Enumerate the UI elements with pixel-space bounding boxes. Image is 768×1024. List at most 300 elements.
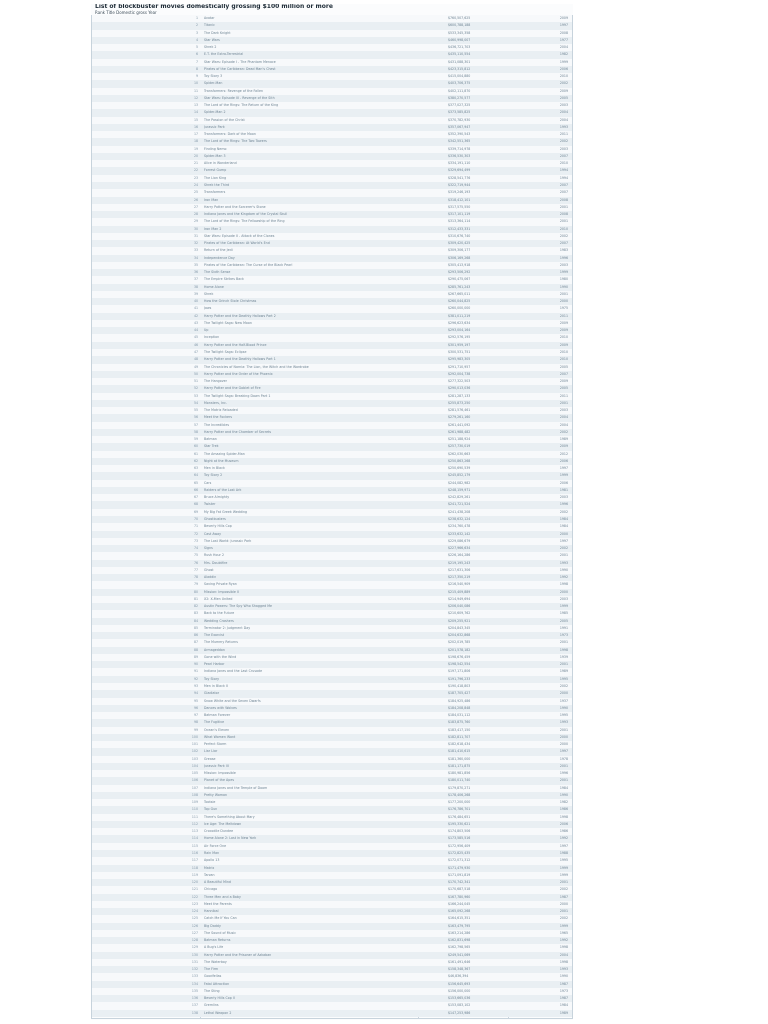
gross-cell: $312,433,331 bbox=[448, 226, 471, 231]
rank-cell: 48 bbox=[193, 357, 198, 362]
table-row bbox=[92, 923, 572, 930]
year-cell: 2010 bbox=[559, 350, 568, 354]
table-row bbox=[92, 400, 572, 407]
table-row bbox=[92, 262, 572, 269]
rank-cell: 63 bbox=[193, 466, 198, 471]
year-cell: 2010 bbox=[559, 335, 568, 340]
title-cell: Inception bbox=[204, 335, 220, 340]
year-cell: 2001 bbox=[559, 727, 568, 732]
table-row bbox=[92, 51, 572, 58]
table-row bbox=[92, 494, 572, 501]
table-row bbox=[92, 661, 572, 668]
rank-cell: 33 bbox=[193, 248, 198, 253]
year-cell: 2004 bbox=[559, 415, 568, 420]
gross-cell: $173,585,516 bbox=[448, 836, 471, 841]
year-cell: 2002 bbox=[559, 81, 568, 86]
title-cell: Meet the Parents bbox=[204, 901, 232, 906]
title-cell: Planet of the Apes bbox=[204, 778, 235, 783]
table-row bbox=[92, 371, 572, 378]
rank-cell: 47 bbox=[193, 350, 198, 354]
year-cell: 2010 bbox=[559, 74, 568, 79]
year-cell: 2010 bbox=[559, 357, 568, 362]
gross-cell: $257,730,019 bbox=[448, 444, 471, 449]
gross-cell: $147,253,986 bbox=[448, 1010, 471, 1015]
gross-cell: $290,013,036 bbox=[448, 386, 471, 391]
table-row bbox=[92, 109, 572, 116]
rank-cell: 55 bbox=[193, 408, 198, 413]
table-row bbox=[92, 15, 572, 22]
year-cell: 1993 bbox=[559, 560, 568, 565]
title-cell: Apollo 13 bbox=[204, 858, 220, 863]
gross-cell: $292,576,195 bbox=[448, 335, 471, 340]
title-cell: Transformers bbox=[204, 190, 226, 195]
rank-cell: 19 bbox=[193, 146, 198, 151]
year-cell: 2009 bbox=[559, 88, 568, 93]
year-cell: 1992 bbox=[559, 575, 568, 580]
title-cell: Harry Potter and the Chamber of Secrets bbox=[204, 429, 272, 434]
title-cell: Home Alone bbox=[204, 284, 224, 289]
gross-cell: $336,530,303 bbox=[448, 153, 471, 158]
table-row bbox=[92, 298, 572, 305]
table-row bbox=[92, 516, 572, 523]
table-row bbox=[92, 472, 572, 479]
year-cell: 1984 bbox=[559, 785, 568, 790]
rank-cell: 94 bbox=[193, 691, 198, 696]
table-row bbox=[92, 625, 572, 632]
year-cell: 1996 bbox=[559, 771, 568, 776]
gross-cell: $403,706,375 bbox=[448, 81, 471, 86]
year-cell: 2009 bbox=[559, 342, 568, 347]
table-row bbox=[92, 995, 572, 1002]
year-cell: 2005 bbox=[559, 618, 568, 623]
title-cell: The Fugitive bbox=[204, 720, 225, 725]
year-cell: 1987 bbox=[559, 981, 568, 986]
rank-cell: 60 bbox=[193, 444, 198, 449]
table-row bbox=[92, 59, 572, 66]
table-row bbox=[92, 676, 572, 683]
year-cell: 1994 bbox=[559, 175, 568, 180]
year-cell: 1975 bbox=[559, 306, 568, 311]
table-row bbox=[92, 828, 572, 835]
table-row bbox=[92, 487, 572, 494]
title-cell: Alice in Wonderland bbox=[204, 161, 237, 166]
table-row bbox=[92, 378, 572, 385]
table-row bbox=[92, 146, 572, 153]
rank-cell: 58 bbox=[193, 429, 198, 434]
rank-cell: 2 bbox=[195, 23, 198, 28]
rank-cell: 124 bbox=[191, 909, 198, 914]
rank-cell: 24 bbox=[193, 183, 198, 187]
table-row bbox=[92, 792, 572, 799]
table-row bbox=[92, 422, 572, 429]
year-cell: 1997 bbox=[559, 538, 568, 543]
rank-cell: 122 bbox=[191, 894, 198, 899]
title-cell: My Big Fat Greek Wedding bbox=[204, 509, 248, 514]
year-cell: 2001 bbox=[559, 553, 568, 558]
table-row bbox=[92, 647, 572, 654]
rank-cell: 107 bbox=[191, 785, 198, 790]
rank-cell: 4 bbox=[195, 37, 198, 42]
gross-cell: $260,044,825 bbox=[448, 299, 471, 304]
rank-cell: 96 bbox=[193, 705, 198, 710]
rank-cell: 29 bbox=[193, 219, 198, 224]
rank-cell: 101 bbox=[191, 742, 198, 747]
year-cell: 1997 bbox=[559, 466, 568, 471]
rank-cell: 114 bbox=[191, 836, 198, 841]
gross-cell: $317,575,550 bbox=[448, 204, 471, 209]
rank-cell: 35 bbox=[193, 262, 198, 267]
table-row bbox=[92, 117, 572, 124]
year-cell: 2009 bbox=[559, 379, 568, 384]
gross-cell: $153,083,102 bbox=[448, 1003, 471, 1008]
title-cell: The Twilight Saga: New Moon bbox=[204, 320, 252, 325]
gross-cell: $292,004,738 bbox=[448, 371, 471, 376]
rank-cell: 75 bbox=[193, 553, 198, 558]
gross-cell: $233,632,142 bbox=[448, 531, 471, 536]
year-cell: 2005 bbox=[559, 95, 568, 100]
year-cell: 1983 bbox=[559, 248, 568, 253]
title-cell: Transformers: Revenge of the Fallen bbox=[204, 88, 264, 93]
year-cell: 2008 bbox=[559, 197, 568, 202]
table-row bbox=[92, 334, 572, 341]
table-row bbox=[92, 668, 572, 675]
year-cell: 2004 bbox=[559, 952, 568, 957]
title-cell: The Twilight Saga: Breaking Dawn Part 1 bbox=[204, 393, 271, 398]
year-cell: 1998 bbox=[559, 814, 568, 819]
table-row bbox=[92, 937, 572, 944]
table-row bbox=[92, 131, 572, 138]
rank-cell: 128 bbox=[191, 938, 198, 943]
table-row bbox=[92, 269, 572, 276]
gross-cell: $183,875,760 bbox=[448, 720, 471, 725]
title-cell: Indiana Jones and the Kingdom of the Crystal Skull bbox=[204, 212, 288, 217]
year-cell: 1986 bbox=[559, 807, 568, 812]
rank-cell: 21 bbox=[193, 161, 198, 166]
table-row bbox=[92, 705, 572, 712]
title-cell: Independence Day bbox=[204, 255, 235, 260]
gross-cell: $171,091,819 bbox=[448, 872, 471, 877]
title-cell: Rush Hour 2 bbox=[204, 553, 225, 558]
year-cell: 2002 bbox=[559, 233, 568, 238]
rank-cell: 41 bbox=[193, 306, 198, 311]
rank-cell: 109 bbox=[191, 800, 198, 805]
year-cell: 1984 bbox=[559, 1003, 568, 1008]
gross-cell: $219,195,243 bbox=[448, 560, 471, 565]
table-row bbox=[92, 414, 572, 421]
title-cell: Jurassic Park III bbox=[204, 763, 229, 768]
table-row bbox=[92, 531, 572, 538]
rank-cell: 15 bbox=[193, 117, 198, 122]
year-cell: 1986 bbox=[559, 829, 568, 834]
year-cell: 1999 bbox=[559, 865, 568, 870]
gross-cell: $290,475,067 bbox=[448, 277, 471, 282]
rank-cell: 25 bbox=[193, 190, 198, 195]
rank-cell: 115 bbox=[191, 843, 198, 848]
table-row bbox=[92, 73, 572, 80]
title-cell: The Hangover bbox=[204, 379, 228, 384]
year-cell: 2007 bbox=[559, 183, 568, 187]
table-row bbox=[92, 320, 572, 327]
year-cell: 1989 bbox=[559, 437, 568, 442]
year-cell: 1998 bbox=[559, 647, 568, 652]
rank-cell: 72 bbox=[193, 531, 198, 536]
table-row bbox=[92, 567, 572, 574]
gross-cell: $176,786,701 bbox=[448, 807, 471, 812]
gross-cell: $255,873,250 bbox=[448, 400, 471, 405]
title-cell: The Waterboy bbox=[204, 959, 227, 964]
title-cell: The Lord of the Rings: The Two Towers bbox=[204, 139, 267, 144]
table-row bbox=[92, 429, 572, 436]
title-cell: Spider-Man 3 bbox=[204, 153, 226, 158]
gross-cell: $460,998,007 bbox=[448, 37, 471, 42]
year-cell: 1987 bbox=[559, 894, 568, 899]
rank-cell: 110 bbox=[191, 807, 198, 812]
title-cell: Gone with the Wind bbox=[204, 654, 237, 659]
rank-cell: 44 bbox=[193, 328, 198, 333]
gross-cell: $183,417,150 bbox=[448, 727, 471, 732]
year-cell: 1995 bbox=[559, 676, 568, 681]
year-cell: 1980 bbox=[559, 277, 568, 282]
year-cell: 2001 bbox=[559, 778, 568, 783]
table-row bbox=[92, 734, 572, 741]
year-cell: 1990 bbox=[559, 974, 568, 979]
table-row bbox=[92, 545, 572, 552]
table-row bbox=[92, 22, 572, 29]
year-cell: 1990 bbox=[559, 284, 568, 289]
title-cell: Twister bbox=[204, 502, 216, 507]
rank-cell: 99 bbox=[193, 727, 198, 732]
title-cell: Wedding Crashers bbox=[204, 618, 234, 623]
title-cell: Lethal Weapon 2 bbox=[204, 1010, 232, 1015]
table-row bbox=[92, 327, 572, 334]
gross-cell: $342,551,365 bbox=[448, 139, 471, 144]
table-row bbox=[92, 799, 572, 806]
gross-cell: $182,618,434 bbox=[448, 742, 471, 747]
table-row bbox=[92, 393, 572, 400]
title-cell: Liar Liar bbox=[204, 749, 218, 754]
title-cell: The Exorcist bbox=[204, 633, 225, 638]
year-cell: 1999 bbox=[559, 604, 568, 609]
gross-cell: $250,863,268 bbox=[448, 458, 471, 463]
gross-cell: $245,852,179 bbox=[448, 473, 471, 478]
table-row bbox=[92, 458, 572, 465]
rank-cell: 18 bbox=[193, 139, 198, 144]
rank-cell: 108 bbox=[191, 792, 198, 797]
rank-cell: 10 bbox=[193, 81, 198, 86]
table-row bbox=[92, 952, 572, 959]
year-cell: 2008 bbox=[559, 30, 568, 35]
gross-cell: $176,484,651 bbox=[448, 814, 471, 819]
rank-cell: 134 bbox=[191, 981, 198, 986]
title-cell: Indiana Jones and the Temple of Doom bbox=[204, 785, 268, 790]
year-cell: 2000 bbox=[559, 299, 568, 304]
rank-cell: 37 bbox=[193, 277, 198, 282]
table-row bbox=[92, 407, 572, 414]
gross-cell: $198,542,554 bbox=[448, 662, 471, 667]
gross-cell: $250,690,539 bbox=[448, 466, 471, 471]
year-cell: 1965 bbox=[559, 930, 568, 935]
rank-cell: 100 bbox=[191, 734, 198, 739]
title-cell: Air Force One bbox=[204, 843, 227, 848]
gross-cell: $279,261,160 bbox=[448, 415, 471, 420]
gross-cell: $217,631,306 bbox=[448, 567, 471, 572]
gross-cell: $238,632,124 bbox=[448, 517, 471, 521]
year-cell: 1977 bbox=[559, 37, 568, 42]
gross-cell: $164,615,351 bbox=[448, 916, 471, 921]
year-cell: 1937 bbox=[559, 698, 568, 703]
gross-cell: $172,071,312 bbox=[448, 858, 471, 863]
rank-cell: 56 bbox=[193, 415, 198, 420]
gross-cell: $300,531,751 bbox=[448, 350, 471, 354]
rank-cell: 79 bbox=[193, 582, 198, 587]
year-cell: 2007 bbox=[559, 371, 568, 376]
rank-cell: 135 bbox=[191, 988, 198, 993]
gross-cell: $260,000,000 bbox=[448, 306, 471, 311]
table-row bbox=[92, 204, 572, 211]
table-row bbox=[92, 501, 572, 508]
gross-cell: $380,270,577 bbox=[448, 95, 471, 100]
rank-cell: 136 bbox=[191, 996, 198, 1001]
title-cell: Harry Potter and the Half-Blood Prince bbox=[204, 342, 267, 347]
table-row bbox=[92, 102, 572, 109]
table-row bbox=[92, 364, 572, 371]
gross-cell: $174,803,506 bbox=[448, 829, 471, 834]
gross-cell: $162,798,565 bbox=[448, 945, 471, 950]
gross-cell: $167,780,960 bbox=[448, 894, 471, 899]
title-cell: Star Trek bbox=[204, 444, 219, 449]
table-row bbox=[92, 30, 572, 37]
table-row bbox=[92, 291, 572, 298]
year-cell: 2001 bbox=[559, 909, 568, 914]
gross-cell: $381,011,219 bbox=[448, 313, 471, 318]
rank-cell: 120 bbox=[191, 880, 198, 885]
title-cell: Dances with Wolves bbox=[204, 705, 237, 710]
title-cell: How the Grinch Stole Christmas bbox=[204, 299, 257, 304]
title-cell: Star Wars: Episode III - Revenge of the Sith bbox=[204, 95, 275, 100]
table-row bbox=[92, 66, 572, 73]
table-row bbox=[92, 806, 572, 813]
gross-cell: $296,623,634 bbox=[448, 320, 471, 325]
rank-cell: 46 bbox=[193, 342, 198, 347]
table-row bbox=[92, 683, 572, 690]
title-cell: Gremlins bbox=[204, 1003, 219, 1008]
title-cell: The Amazing Spider-Man bbox=[204, 451, 245, 456]
rank-cell: 62 bbox=[193, 458, 198, 463]
rank-cell: 129 bbox=[191, 945, 198, 950]
title-cell: The Lion King bbox=[204, 175, 227, 180]
title-cell: Batman bbox=[204, 437, 217, 442]
year-cell: 2002 bbox=[559, 546, 568, 551]
gross-cell: $329,694,499 bbox=[448, 168, 471, 173]
title-cell: Gladiator bbox=[204, 691, 220, 696]
title-cell: E.T. the Extra-Terrestrial bbox=[204, 52, 244, 57]
table-row bbox=[92, 247, 572, 254]
year-cell: 1992 bbox=[559, 938, 568, 943]
gross-cell: $317,101,119 bbox=[448, 212, 471, 217]
year-cell: 2003 bbox=[559, 408, 568, 413]
table-row bbox=[92, 603, 572, 610]
title-cell: Mrs. Doubtfire bbox=[204, 560, 228, 565]
gross-cell: $334,191,110 bbox=[448, 161, 471, 166]
year-cell: 1989 bbox=[559, 669, 568, 674]
table-row bbox=[92, 639, 572, 646]
gross-cell: $210,609,762 bbox=[448, 611, 471, 616]
table-caption: Rank Title Domestic gross Year bbox=[95, 10, 157, 15]
gross-cell: $190,418,803 bbox=[448, 684, 471, 688]
title-cell: Top Gun bbox=[204, 807, 218, 812]
gross-cell: $201,578,182 bbox=[448, 647, 471, 652]
rank-cell: 43 bbox=[193, 320, 198, 325]
gross-cell: $277,322,503 bbox=[448, 379, 471, 384]
title-cell: Pearl Harbor bbox=[204, 662, 225, 667]
table-row bbox=[92, 1010, 572, 1017]
rank-cell: 85 bbox=[193, 625, 198, 630]
rank-cell: 17 bbox=[193, 132, 198, 137]
rank-cell: 57 bbox=[193, 422, 198, 427]
gross-cell: $313,364,114 bbox=[448, 219, 471, 224]
rank-cell: 12 bbox=[193, 95, 198, 100]
gross-cell: $262,030,663 bbox=[448, 451, 471, 456]
title-cell: Harry Potter and the Goblet of Fire bbox=[204, 386, 261, 391]
year-cell: 1993 bbox=[559, 124, 568, 129]
gross-cell: $158,348,367 bbox=[448, 967, 471, 972]
year-cell: 2009 bbox=[559, 16, 568, 20]
gross-cell: $216,540,909 bbox=[448, 582, 471, 587]
rank-cell: 40 bbox=[193, 299, 198, 304]
year-cell: 1999 bbox=[559, 872, 568, 877]
year-cell: 2005 bbox=[559, 364, 568, 369]
gross-cell: $251,188,924 bbox=[448, 437, 471, 442]
gross-cell: $46,836,394 bbox=[448, 974, 469, 979]
title-cell: Indiana Jones and the Last Crusade bbox=[204, 669, 263, 674]
table-row bbox=[92, 574, 572, 581]
year-cell: 1999 bbox=[559, 473, 568, 478]
gross-cell: $217,350,219 bbox=[448, 575, 471, 580]
year-cell: 1995 bbox=[559, 713, 568, 718]
rank-cell: 104 bbox=[191, 763, 198, 768]
gross-cell: $241,721,524 bbox=[448, 502, 471, 507]
gross-cell: $197,171,806 bbox=[448, 669, 471, 674]
title-cell: The Dark Knight bbox=[204, 30, 231, 35]
rank-cell: 125 bbox=[191, 916, 198, 921]
rank-cell: 14 bbox=[193, 110, 198, 115]
table-row bbox=[92, 589, 572, 596]
rank-cell: 28 bbox=[193, 212, 198, 217]
title-cell: Shrek the Third bbox=[204, 183, 230, 187]
year-cell: 1987 bbox=[559, 996, 568, 1001]
year-cell: 2002 bbox=[559, 887, 568, 892]
table-row bbox=[92, 741, 572, 748]
table-row bbox=[92, 973, 572, 980]
rank-cell: 22 bbox=[193, 168, 198, 173]
title-cell: Matrix bbox=[204, 865, 215, 870]
rank-cell: 138 bbox=[191, 1010, 198, 1015]
year-cell: 2006 bbox=[559, 480, 568, 485]
year-cell: 1998 bbox=[559, 582, 568, 587]
table-row bbox=[92, 712, 572, 719]
year-cell: 1990 bbox=[559, 705, 568, 710]
year-cell: 1996 bbox=[559, 255, 568, 260]
table-row bbox=[92, 959, 572, 966]
year-cell: 2001 bbox=[559, 880, 568, 885]
title-cell: The Matrix Reloaded bbox=[204, 408, 238, 413]
gross-cell: $172,956,409 bbox=[448, 843, 471, 848]
table-row bbox=[92, 443, 572, 450]
table-row bbox=[92, 255, 572, 262]
title-cell: Shrek bbox=[204, 291, 214, 296]
table-row bbox=[92, 342, 572, 349]
rank-cell: 80 bbox=[193, 589, 198, 594]
